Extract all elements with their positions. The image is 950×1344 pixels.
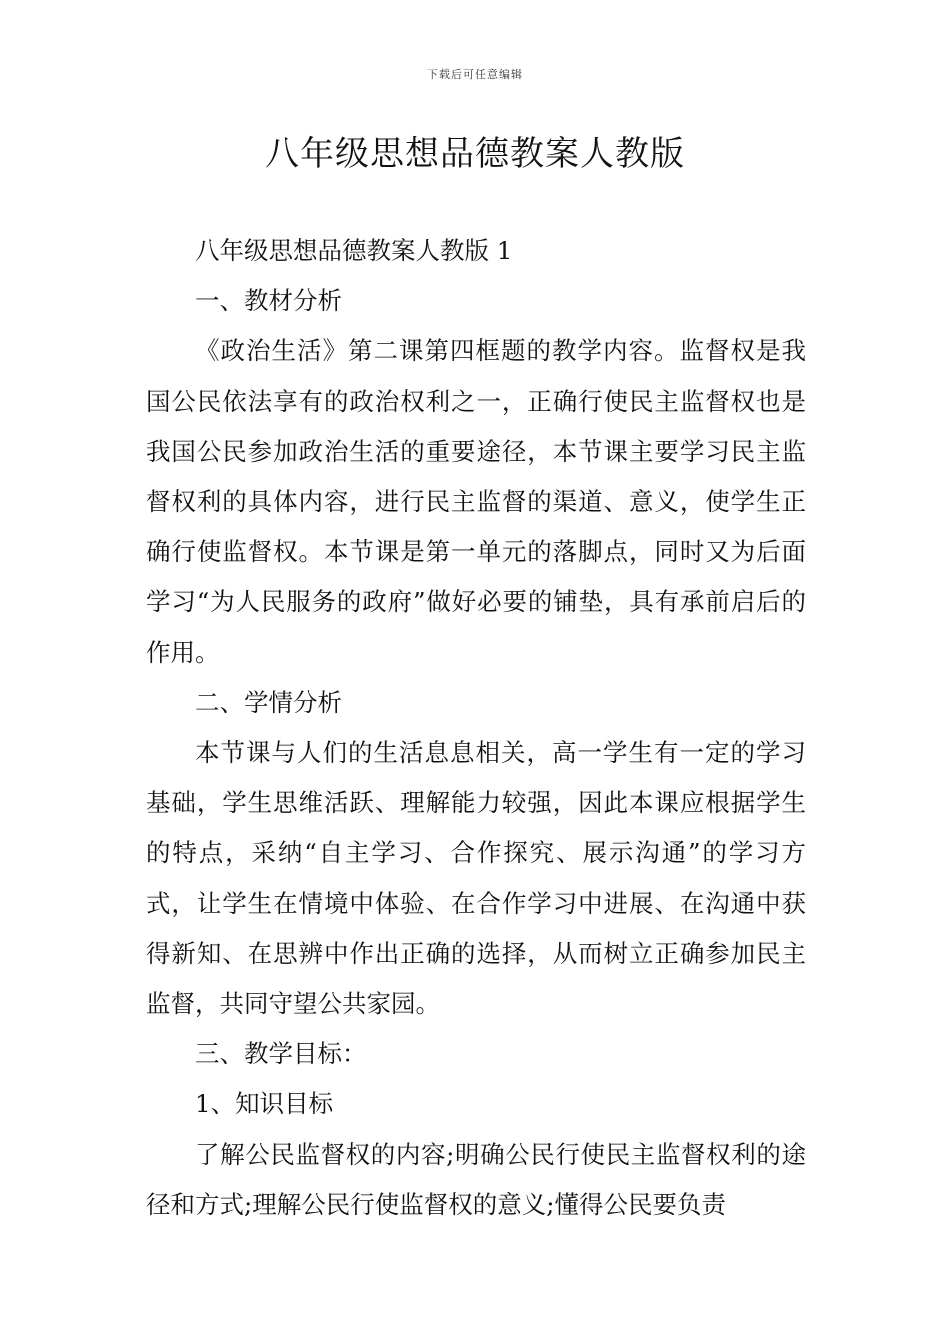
document-body <box>146 226 806 1230</box>
paragraph-textbook-analysis: 《政治生活》第二课第四框题的教学内容。监督权是我国公民依法享有的政治权利之一，正确行使民主监督权也是我国公民参加政治生活的重要途径，本节课主要学习民主监督权利的具体内容，进行民主监督的渠道、意义，使学生正确行使监督权。本节课是第一单元的落脚点，同时又为后面学习“为人民服务的政府”做好必要的铺垫，具有承前启后的作用。 <box>146 336 806 667</box>
section-subtitle: 八年级思想品德教案人教版 1 <box>195 236 513 265</box>
heading-knowledge-objective: 1、知识目标 <box>195 1089 334 1119</box>
heading-learner-analysis: 二、学情分析 <box>195 687 342 717</box>
heading-teaching-objectives: 三、教学目标： <box>195 1039 367 1069</box>
paragraph-learner-analysis: 本节课与人们的生活息息相关，高一学生有一定的学习基础，学生思维活跃、理解能力较强，因此本课应根据学生的特点，采纳“自主学习、合作探究、展示沟通”的学习方式，让学生在情境中体验、在合作学习中进展、在沟通中获得新知、在思辨中作出正确的选择，从而树立正确参加民主监督，共同守望公共家园。 <box>146 738 806 1019</box>
heading-textbook-analysis: 一、教材分析 <box>195 286 342 316</box>
paragraph-knowledge-objective: 了解公民监督权的内容;明确公民行使民主监督权利的途径和方式;理解公民行使监督权的意义;懂得公民要负责 <box>146 1139 806 1219</box>
document-title: 八年级思想品德教案人教版 <box>265 134 685 174</box>
header-note: 下载后可任意编辑 <box>427 68 523 81</box>
